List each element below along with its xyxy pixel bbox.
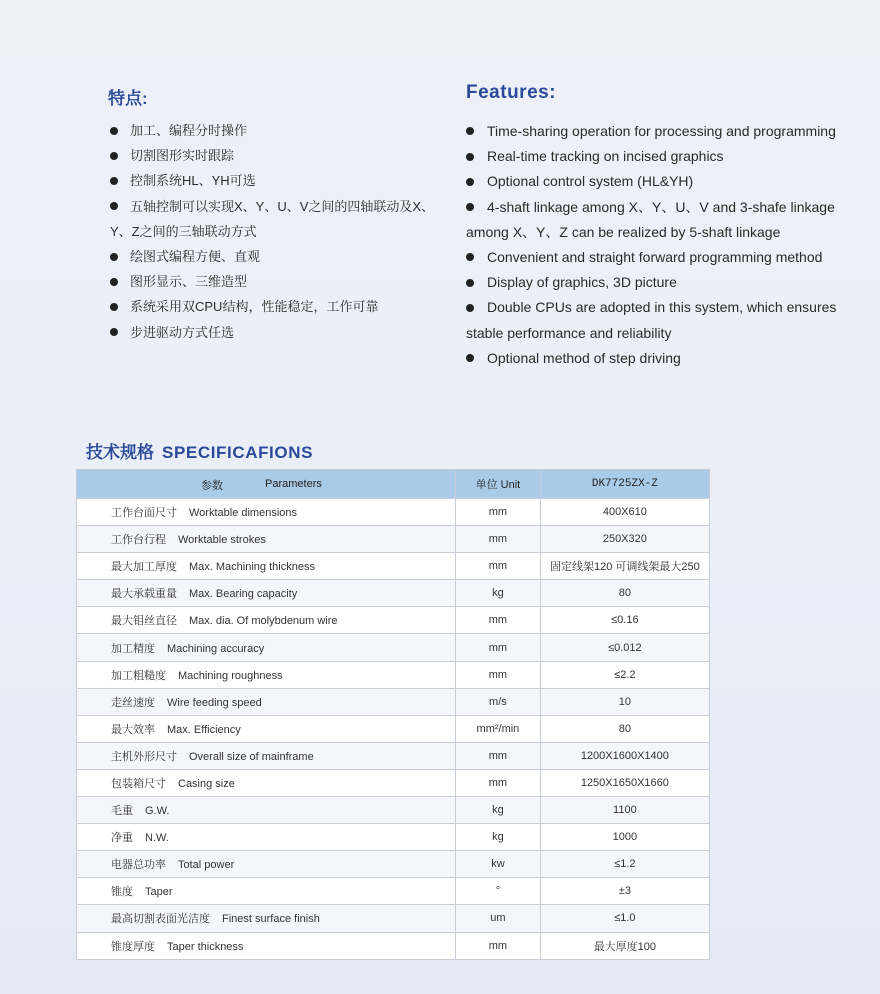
bullet-icon xyxy=(110,253,118,261)
bullet-icon xyxy=(110,328,118,336)
spec-param-en: N.W. xyxy=(145,832,169,845)
spec-param-en: Taper thickness xyxy=(167,940,244,953)
feature-item-en xyxy=(466,169,870,194)
feature-item-cn xyxy=(110,143,440,168)
feature-item-en xyxy=(466,195,870,245)
feature-text-cn: 控制系统HL、YH可选 xyxy=(130,173,256,189)
spec-param-en: Machining roughness xyxy=(178,669,283,682)
spec-param-cn: 走丝速度 xyxy=(111,696,155,709)
feature-item-en xyxy=(466,245,870,270)
features-list-en xyxy=(466,119,870,371)
spec-param xyxy=(77,499,456,526)
spec-unit: ° xyxy=(456,878,541,905)
spec-param-cn: 包装箱尺寸 xyxy=(111,777,166,790)
spec-value: 1200X1600X1400 xyxy=(540,742,709,769)
spec-row xyxy=(77,769,710,796)
feature-item-cn xyxy=(110,168,440,193)
spec-param xyxy=(77,661,456,688)
feature-text-en: Time-sharing operation for processing and programming xyxy=(487,123,836,139)
spec-row xyxy=(77,553,710,580)
spec-row xyxy=(77,742,710,769)
spec-param xyxy=(77,580,456,607)
spec-row xyxy=(77,526,710,553)
spec-param-cn: 最大效率 xyxy=(111,723,155,736)
spec-value: 1000 xyxy=(540,824,709,851)
spec-row xyxy=(77,499,710,526)
feature-item-cn xyxy=(110,320,440,345)
spec-param-cn: 净重 xyxy=(111,832,133,845)
specs-title-en: SPECIFICAFIONS xyxy=(162,443,314,462)
spec-row xyxy=(77,580,710,607)
spec-param-en: Max. Bearing capacity xyxy=(189,588,298,601)
feature-text-cn: 加工、编程分时操作 xyxy=(130,123,248,138)
feature-text-en: 4-shaft linkage among X、Y、U、V and 3-shafe linkage among X、Y、Z can be realized by 5-shaft linkage xyxy=(466,198,835,240)
spec-row xyxy=(77,634,710,661)
spec-row xyxy=(77,878,710,905)
feature-text-en: Real-time tracking on incised graphics xyxy=(487,148,724,165)
feature-item-cn xyxy=(110,118,440,143)
spec-unit: mm xyxy=(456,742,541,769)
spec-value: ≤1.2 xyxy=(540,851,709,878)
bullet-icon xyxy=(466,279,474,287)
spec-param xyxy=(77,851,456,878)
spec-param xyxy=(77,932,456,959)
spec-unit: mm xyxy=(456,526,541,553)
feature-item-en xyxy=(466,295,870,345)
spec-value: 10 xyxy=(540,688,709,715)
spec-param-en: Worktable strokes xyxy=(178,534,266,547)
spec-unit: mm²/min xyxy=(456,715,541,742)
spec-param-cn: 毛重 xyxy=(111,805,133,818)
spec-param-en: Finest surface finish xyxy=(222,913,320,926)
spec-param xyxy=(77,824,456,851)
bullet-icon xyxy=(110,202,118,210)
spec-value: 1250X1650X1660 xyxy=(540,769,709,796)
spec-param-en: Overall size of mainframe xyxy=(189,750,314,763)
specs-title-cn: 技术规格 xyxy=(86,443,154,462)
spec-row xyxy=(77,797,710,824)
spec-param-en: Machining accuracy xyxy=(167,642,265,655)
spec-param-en: Total power xyxy=(178,859,235,872)
specs-header-row xyxy=(77,470,710,499)
spec-param-cn: 工作台面尺寸 xyxy=(111,507,177,520)
spec-param-cn: 主机外形尺寸 xyxy=(111,750,177,763)
header-param-cn: 参数 xyxy=(201,480,223,492)
feature-text-cn: 系统采用双CPU结构，性能稳定，工作可靠 xyxy=(130,299,379,315)
spec-unit: kw xyxy=(456,851,541,878)
spec-param-en: Casing size xyxy=(178,777,235,790)
feature-item-cn xyxy=(110,269,440,294)
feature-text-cn: 图形显示、三维造型 xyxy=(130,274,248,290)
bullet-icon xyxy=(466,178,474,186)
feature-item-cn xyxy=(110,294,440,319)
feature-item-en xyxy=(466,270,870,295)
spec-param xyxy=(77,905,456,932)
spec-param xyxy=(77,688,456,715)
spec-row xyxy=(77,661,710,688)
spec-row xyxy=(77,688,710,715)
header-parameters xyxy=(77,470,456,499)
spec-value: ≤2.2 xyxy=(540,661,709,688)
spec-value: ±3 xyxy=(540,878,709,905)
spec-value: 250X320 xyxy=(540,526,709,553)
features-heading-cn: 特点: xyxy=(108,89,148,108)
spec-param xyxy=(77,797,456,824)
spec-param xyxy=(77,553,456,580)
spec-unit: mm xyxy=(456,553,541,580)
feature-item-cn xyxy=(110,194,440,244)
feature-text-cn: 绘图式编程方便、直观 xyxy=(130,249,261,265)
spec-unit: um xyxy=(456,905,541,932)
spec-param xyxy=(77,878,456,905)
bullet-icon xyxy=(110,278,118,286)
bullet-icon xyxy=(466,127,474,135)
features-list-cn xyxy=(110,118,440,345)
spec-value: ≤0.16 xyxy=(540,607,709,634)
spec-param-cn: 最大加工厚度 xyxy=(111,561,177,574)
bullet-icon xyxy=(466,304,474,312)
spec-param xyxy=(77,715,456,742)
feature-text-en: Double CPUs are adopted in this system, which ensures stable performance and reliability xyxy=(466,299,837,341)
spec-param-en: Max. Efficiency xyxy=(167,723,241,736)
specs-table xyxy=(76,469,710,960)
feature-text-en: Optional method of step driving xyxy=(487,349,681,366)
bullet-icon xyxy=(466,253,474,261)
feature-item-en xyxy=(466,119,870,144)
bullet-icon xyxy=(110,177,118,185)
spec-row xyxy=(77,715,710,742)
features-heading-en: Features: xyxy=(466,82,557,103)
spec-value: 400X610 xyxy=(540,499,709,526)
spec-value: ≤0.012 xyxy=(540,634,709,661)
spec-unit: mm xyxy=(456,661,541,688)
spec-param-en: Taper xyxy=(145,886,173,899)
header-model: DK7725ZX-Z xyxy=(540,470,709,499)
spec-param-cn: 锥度厚度 xyxy=(111,940,155,953)
spec-unit: mm xyxy=(456,769,541,796)
spec-row xyxy=(77,932,710,959)
feature-text-en: Convenient and straight forward programming method xyxy=(487,249,823,266)
bullet-icon xyxy=(110,303,118,311)
spec-unit: kg xyxy=(456,824,541,851)
spec-param-cn: 最高切割表面光洁度 xyxy=(111,913,210,926)
spec-param xyxy=(77,769,456,796)
spec-param-cn: 电器总功率 xyxy=(111,859,166,872)
spec-unit: kg xyxy=(456,580,541,607)
feature-text-en: Display of graphics, 3D picture xyxy=(487,274,677,291)
spec-param-cn: 工作台行程 xyxy=(111,534,166,547)
spec-param-cn: 加工精度 xyxy=(111,642,155,655)
spec-row xyxy=(77,824,710,851)
bullet-icon xyxy=(466,354,474,362)
spec-unit: mm xyxy=(456,607,541,634)
spec-row xyxy=(77,905,710,932)
spec-param-en: G.W. xyxy=(145,805,170,818)
spec-unit: m/s xyxy=(456,688,541,715)
spec-value: 1100 xyxy=(540,797,709,824)
feature-text-cn: 步进驱动方式任选 xyxy=(130,324,235,340)
header-unit: 单位 Unit xyxy=(456,470,541,499)
spec-row xyxy=(77,607,710,634)
spec-param xyxy=(77,742,456,769)
header-param-en: Parameters xyxy=(265,478,322,490)
feature-text-en: Optional control system (HL&YH) xyxy=(487,173,694,190)
spec-param-cn: 加工粗糙度 xyxy=(111,669,166,682)
spec-param xyxy=(77,634,456,661)
spec-param-en: Wire feeding speed xyxy=(167,696,262,709)
spec-value: 最大厚度100 xyxy=(540,932,709,959)
spec-value: 固定线架120 可调线架最大250 xyxy=(540,553,709,580)
spec-param-en: Max. dia. Of molybdenum wire xyxy=(189,615,338,628)
spec-param-cn: 锥度 xyxy=(111,886,133,899)
spec-row xyxy=(77,851,710,878)
feature-item-en xyxy=(466,346,870,371)
bullet-icon xyxy=(466,153,474,161)
spec-unit: mm xyxy=(456,634,541,661)
spec-param xyxy=(77,607,456,634)
spec-param-en: Max. Machining thickness xyxy=(189,561,315,574)
spec-param-en: Worktable dimensions xyxy=(189,507,298,520)
spec-value: 80 xyxy=(540,580,709,607)
spec-param xyxy=(77,526,456,553)
spec-unit: kg xyxy=(456,797,541,824)
spec-value: 80 xyxy=(540,715,709,742)
spec-value: ≤1.0 xyxy=(540,905,709,932)
spec-param-cn: 最大钼丝直径 xyxy=(111,615,177,628)
feature-text-cn: 五轴控制可以实现X、Y、U、V之间的四轴联动及X、Y、Z之间的三轴联动方式 xyxy=(110,198,435,239)
feature-text-cn: 切割图形实时跟踪 xyxy=(130,148,235,164)
feature-item-en xyxy=(466,144,870,169)
bullet-icon xyxy=(110,127,118,135)
spec-unit: mm xyxy=(456,499,541,526)
spec-param-cn: 最大承载重量 xyxy=(111,588,177,601)
bullet-icon xyxy=(466,203,474,211)
spec-unit: mm xyxy=(456,932,541,959)
bullet-icon xyxy=(110,152,118,160)
feature-item-cn xyxy=(110,244,440,269)
specs-table-body xyxy=(77,499,710,960)
specs-title xyxy=(86,438,313,463)
